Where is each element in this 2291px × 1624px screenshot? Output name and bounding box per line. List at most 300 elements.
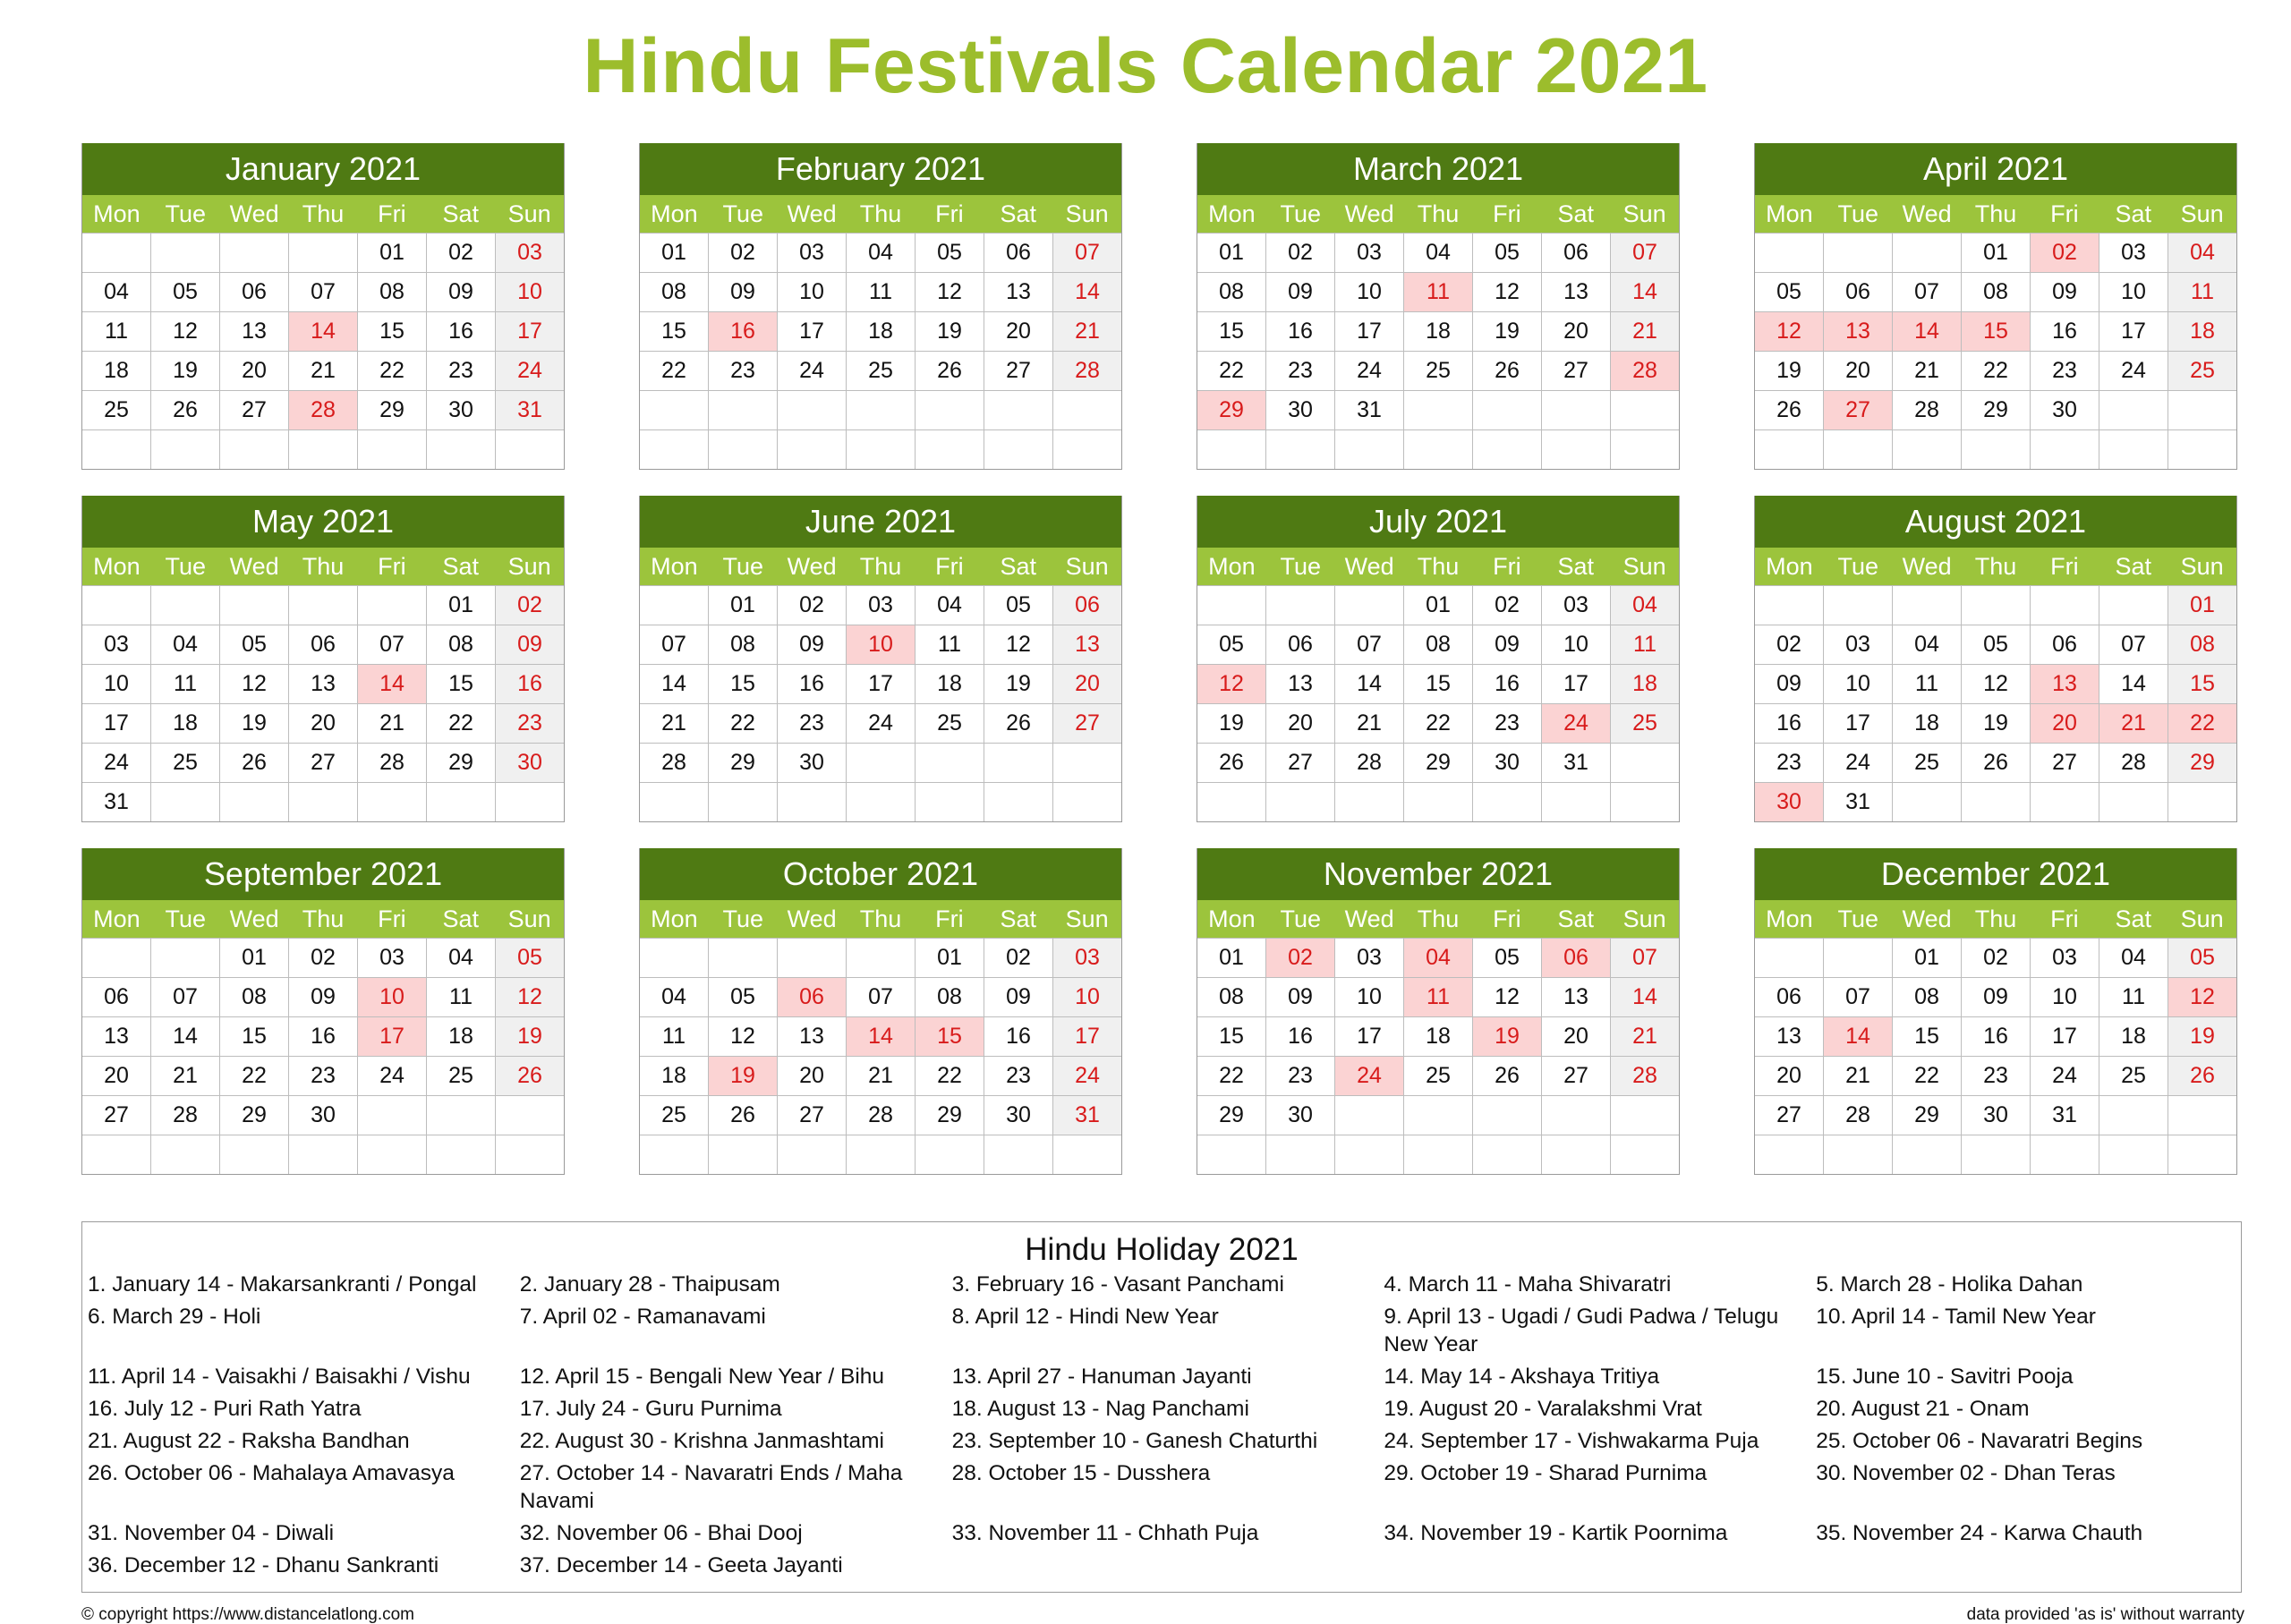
day-cell: 12 [219,665,288,703]
day-cell: 20 [1541,312,1610,351]
empty-day-cell [1472,430,1541,469]
empty-day-cell [1755,234,1823,272]
day-cell: 13 [1776,1024,1801,1049]
week-row [1755,703,2236,743]
week-row [1197,703,1679,743]
day-cell: 23 [708,352,777,390]
week-row [1755,390,2236,429]
empty-day-cell [1265,430,1334,469]
holiday-item: 20. August 21 - Onam [1816,1397,2030,1421]
day-cell: 29 [2168,744,2236,782]
day-cell: 11 [105,319,128,344]
empty-day-cell [2030,430,2099,469]
day-cell: 13 [104,1024,129,1049]
weekday-label: Sun [2180,553,2224,580]
week-row [640,1056,1121,1095]
holiday-item: 28. October 15 - Dusshera [951,1461,1211,1485]
day-cell: 17 [1823,704,1892,743]
day-cell: 25 [150,744,219,782]
day-cell: 21 [661,710,686,735]
week-row [640,938,1121,977]
month-calendar [81,848,565,1175]
day-cell: 09 [495,625,564,664]
day-cell: 24 [1334,352,1403,390]
day-cell: 26 [1776,397,1801,422]
day-cell: 06 [1541,234,1610,272]
empty-day-cell [1472,1135,1541,1174]
day-cell: 14 [1892,312,1961,351]
empty-day-cell [1823,1135,1892,1174]
empty-day-cell [219,234,288,272]
day-cell: 18 [2168,312,2236,351]
weekday-label: Fri [378,906,406,932]
day-cell: 23 [495,704,564,743]
weekday-label: Thu [1974,906,2017,932]
weekday-label: Sat [2115,906,2151,932]
week-row [1197,1056,1679,1095]
week-row [82,233,564,272]
weekday-header-row [82,548,564,585]
day-cell: 28 [1334,744,1403,782]
week-row [1755,1056,2236,1095]
holiday-item: 36. December 12 - Dhanu Sankranti [88,1553,439,1577]
week-row [1197,782,1679,821]
day-cell: 13 [1823,312,1892,351]
week-row [1755,782,2236,821]
empty-day-cell [357,586,426,625]
day-cell: 20 [1776,1063,1801,1088]
empty-day-cell [1541,430,1610,469]
day-cell: 04 [426,939,495,977]
weekday-label: Thu [302,906,345,932]
holiday-item: 9. April 13 - Ugadi / Gudi Padwa / Telugu New Year [1384,1305,1779,1356]
empty-day-cell [2168,1096,2236,1135]
weekday-label: Fri [935,200,964,227]
day-cell: 04 [915,586,984,625]
day-cell: 02 [1961,939,2030,977]
weekday-label: Fri [1493,200,1521,227]
holiday-item: 15. June 10 - Savitri Pooja [1816,1365,2074,1389]
empty-day-cell [1265,586,1334,625]
holiday-item: 31. November 04 - Diwali [88,1521,335,1545]
day-cell: 24 [495,352,564,390]
week-row [82,743,564,782]
empty-day-cell [426,430,495,469]
empty-day-cell [846,744,915,782]
day-cell: 13 [219,312,288,351]
day-cell: 22 [1403,704,1472,743]
day-cell: 03 [2099,234,2168,272]
day-cell: 08 [1219,279,1244,304]
day-cell: 15 [1219,1024,1244,1049]
day-cell: 08 [1892,978,1961,1016]
day-cell: 05 [708,978,777,1016]
day-cell: 22 [219,1057,288,1095]
holiday-item: 25. October 06 - Navaratri Begins [1816,1429,2143,1453]
day-cell: 06 [777,978,846,1016]
week-row [82,977,564,1016]
day-cell: 03 [2030,939,2099,977]
day-cell: 09 [426,273,495,311]
day-cell: 08 [426,625,495,664]
weekday-label: Fri [935,553,964,580]
week-row [640,977,1121,1016]
day-cell: 31 [1334,391,1403,429]
day-cell: 27 [777,1096,846,1135]
holiday-item: 19. August 20 - Varalakshmi Vrat [1384,1397,1702,1421]
day-cell: 07 [150,978,219,1016]
day-cell: 27 [219,391,288,429]
day-cell: 02 [1265,234,1334,272]
weekday-label: Wed [787,553,837,580]
day-cell: 16 [1265,312,1334,351]
day-cell: 24 [777,352,846,390]
day-cell: 03 [104,632,129,657]
day-cell: 13 [288,665,357,703]
week-row [640,429,1121,469]
day-cell: 22 [661,358,686,383]
week-row [640,272,1121,311]
day-cell: 29 [708,744,777,782]
day-cell: 12 [915,273,984,311]
week-row [82,585,564,625]
day-cell: 26 [495,1057,564,1095]
day-cell: 23 [1265,352,1334,390]
empty-day-cell [82,586,150,625]
week-row [1197,233,1679,272]
holiday-item: 16. July 12 - Puri Rath Yatra [88,1397,362,1421]
day-cell: 31 [2030,1096,2099,1135]
day-cell: 20 [104,1063,129,1088]
day-cell: 30 [1472,744,1541,782]
empty-day-cell [1472,1096,1541,1135]
week-row [1197,625,1679,664]
weekday-label: Tue [1280,553,1322,580]
weekday-label: Wed [229,553,279,580]
holiday-item: 3. February 16 - Vasant Panchami [951,1272,1284,1297]
holiday-item: 13. April 27 - Hanuman Jayanti [951,1365,1252,1389]
day-cell: 27 [1776,1102,1801,1127]
empty-day-cell [426,783,495,821]
day-cell: 26 [1472,352,1541,390]
day-cell: 28 [357,744,426,782]
week-row [1197,664,1679,703]
day-cell: 18 [846,312,915,351]
weekday-label: Sun [2180,200,2224,227]
day-cell: 11 [1892,665,1961,703]
weekday-header-row [640,900,1121,938]
day-cell: 08 [915,978,984,1016]
day-cell: 07 [1610,234,1679,272]
month-title: February 2021 [640,143,1121,195]
day-cell: 20 [219,352,288,390]
day-cell: 14 [846,1017,915,1056]
empty-day-cell [1823,586,1892,625]
month-calendar [81,496,565,822]
day-cell: 12 [150,312,219,351]
day-cell: 20 [2030,704,2099,743]
day-cell: 19 [915,312,984,351]
empty-day-cell [846,391,915,429]
day-cell: 18 [1892,704,1961,743]
week-row [82,429,564,469]
empty-day-cell [1472,391,1541,429]
week-row [640,782,1121,821]
day-cell: 05 [495,939,564,977]
empty-day-cell [708,391,777,429]
day-cell: 21 [2099,704,2168,743]
day-cell: 24 [1334,1057,1403,1095]
day-cell: 25 [426,1057,495,1095]
day-cell: 02 [984,939,1052,977]
day-cell: 12 [2168,978,2236,1016]
day-cell: 22 [426,704,495,743]
day-cell: 12 [495,978,564,1016]
month-title: September 2021 [82,848,564,900]
day-cell: 15 [2168,665,2236,703]
day-cell: 14 [2099,665,2168,703]
day-cell: 15 [357,312,426,351]
day-cell: 14 [1052,273,1121,311]
weekday-label: Wed [787,200,837,227]
empty-day-cell [357,783,426,821]
day-cell: 16 [1265,1017,1334,1056]
day-cell: 27 [1541,1057,1610,1095]
day-cell: 25 [661,1102,686,1127]
day-cell: 01 [1219,945,1244,970]
week-row [1755,233,2236,272]
weekday-label: Sun [1622,200,1666,227]
day-cell: 10 [1334,273,1403,311]
holiday-item: 4. March 11 - Maha Shivaratri [1384,1272,1672,1297]
holiday-item: 17. July 24 - Guru Purnima [519,1397,782,1421]
day-cell: 24 [1823,744,1892,782]
empty-day-cell [1961,1135,2030,1174]
weekday-label: Sat [442,200,479,227]
day-cell: 20 [984,312,1052,351]
empty-day-cell [640,939,708,977]
day-cell: 08 [1403,625,1472,664]
week-row [1755,938,2236,977]
week-row [82,938,564,977]
day-cell: 11 [2168,273,2236,311]
weekday-label: Fri [1493,553,1521,580]
holiday-item: 34. November 19 - Kartik Poornima [1384,1521,1728,1545]
weekday-label: Thu [859,200,902,227]
day-cell: 04 [661,984,686,1009]
holiday-item: 8. April 12 - Hindi New Year [951,1305,1219,1329]
day-cell: 20 [288,704,357,743]
day-cell: 15 [1961,312,2030,351]
holiday-item: 7. April 02 - Ramanavami [519,1305,766,1329]
weekday-label: Wed [787,906,837,932]
day-cell: 01 [2168,586,2236,625]
empty-day-cell [708,783,777,821]
weekday-label: Sat [1000,906,1036,932]
weekday-label: Thu [859,906,902,932]
weekday-header-row [82,900,564,938]
month-title: June 2021 [640,496,1121,548]
day-cell: 23 [2030,352,2099,390]
empty-day-cell [777,783,846,821]
day-cell: 28 [1892,391,1961,429]
day-cell: 24 [2099,352,2168,390]
day-cell: 06 [104,984,129,1009]
day-cell: 05 [1472,234,1541,272]
day-cell: 03 [1823,625,1892,664]
day-cell: 21 [1052,312,1121,351]
empty-day-cell [984,391,1052,429]
weekday-label: Mon [651,200,698,227]
holiday-item: 24. September 17 - Vishwakarma Puja [1384,1429,1759,1453]
empty-day-cell [777,430,846,469]
day-cell: 07 [1823,978,1892,1016]
day-cell: 11 [1610,625,1679,664]
day-cell: 23 [777,704,846,743]
weekday-label: Tue [1837,906,1879,932]
day-cell: 08 [2168,625,2236,664]
week-row [640,585,1121,625]
week-row [1197,1095,1679,1135]
week-row [640,233,1121,272]
weekday-label: Thu [1417,906,1460,932]
weekday-label: Wed [229,906,279,932]
day-cell: 05 [1961,625,2030,664]
empty-day-cell [288,234,357,272]
weekday-label: Mon [651,553,698,580]
weekday-label: Sat [442,906,479,932]
day-cell: 17 [1541,665,1610,703]
day-cell: 23 [984,1057,1052,1095]
day-cell: 05 [984,586,1052,625]
day-cell: 10 [1334,978,1403,1016]
day-cell: 04 [1403,234,1472,272]
empty-day-cell [1892,1135,1961,1174]
day-cell: 10 [104,671,129,696]
empty-day-cell [150,1135,219,1174]
empty-day-cell [82,939,150,977]
weekday-label: Thu [302,553,345,580]
day-cell: 24 [846,704,915,743]
week-row [640,390,1121,429]
empty-day-cell [777,391,846,429]
day-cell: 13 [1541,273,1610,311]
month-calendar [1197,848,1680,1175]
week-row [640,1095,1121,1135]
holiday-item: 23. September 10 - Ganesh Chaturthi [951,1429,1318,1453]
weekday-label: Thu [1417,200,1460,227]
holiday-item: 18. August 13 - Nag Panchami [951,1397,1249,1421]
empty-day-cell [357,430,426,469]
day-cell: 07 [288,273,357,311]
month-title: October 2021 [640,848,1121,900]
day-cell: 29 [219,1096,288,1135]
day-cell: 18 [1403,312,1472,351]
day-cell: 28 [1610,1057,1679,1095]
empty-day-cell [1403,783,1472,821]
week-row [82,703,564,743]
day-cell: 31 [104,789,129,814]
empty-day-cell [150,430,219,469]
empty-day-cell [1197,783,1265,821]
weekday-label: Fri [378,200,406,227]
week-row [640,311,1121,351]
week-row [1197,351,1679,390]
empty-day-cell [846,783,915,821]
weekday-label: Mon [651,906,698,932]
day-cell: 03 [777,234,846,272]
day-cell: 26 [1961,744,2030,782]
empty-day-cell [1541,391,1610,429]
day-cell: 07 [1334,625,1403,664]
day-cell: 01 [915,939,984,977]
day-cell: 29 [426,744,495,782]
day-cell: 23 [1265,1057,1334,1095]
day-cell: 23 [288,1057,357,1095]
empty-day-cell [1403,1135,1472,1174]
day-cell: 16 [1776,710,1801,735]
weekday-label: Sat [2115,200,2151,227]
day-cell: 15 [1403,665,1472,703]
holiday-item: 21. August 22 - Raksha Bandhan [88,1429,410,1453]
month-title: April 2021 [1755,143,2236,195]
week-row [82,1056,564,1095]
day-cell: 02 [708,234,777,272]
day-cell: 18 [661,1063,686,1088]
month-calendar [639,496,1122,822]
day-cell: 03 [1334,939,1403,977]
empty-day-cell [1610,1135,1679,1174]
week-row [1755,1016,2236,1056]
day-cell: 06 [219,273,288,311]
weekday-label: Fri [378,553,406,580]
day-cell: 26 [1219,750,1244,775]
day-cell: 03 [357,939,426,977]
weekday-header-row [1755,195,2236,233]
holiday-item: 22. August 30 - Krishna Janmashtami [519,1429,884,1453]
empty-day-cell [1197,586,1265,625]
day-cell: 19 [1776,358,1801,383]
day-cell: 02 [1472,586,1541,625]
day-cell: 10 [357,978,426,1016]
month-calendar [1754,848,2237,1175]
weekday-label: Tue [165,200,207,227]
day-cell: 13 [2030,665,2099,703]
day-cell: 09 [708,273,777,311]
empty-day-cell [82,430,150,469]
day-cell: 07 [357,625,426,664]
weekday-label: Mon [93,200,141,227]
day-cell: 12 [708,1017,777,1056]
weekday-label: Fri [1493,906,1521,932]
empty-day-cell [495,1135,564,1174]
empty-day-cell [2168,391,2236,429]
empty-day-cell [1052,744,1121,782]
weekday-label: Tue [1280,906,1322,932]
empty-day-cell [640,391,708,429]
day-cell: 28 [150,1096,219,1135]
day-cell: 09 [1265,978,1334,1016]
day-cell: 21 [357,704,426,743]
day-cell: 28 [1052,352,1121,390]
empty-day-cell [1823,234,1892,272]
weekday-label: Sun [1065,200,1109,227]
day-cell: 10 [2030,978,2099,1016]
weekday-header-row [640,548,1121,585]
day-cell: 11 [846,273,915,311]
holiday-item: 27. October 14 - Navaratri Ends / Maha Navami [519,1461,903,1513]
day-cell: 07 [1892,273,1961,311]
